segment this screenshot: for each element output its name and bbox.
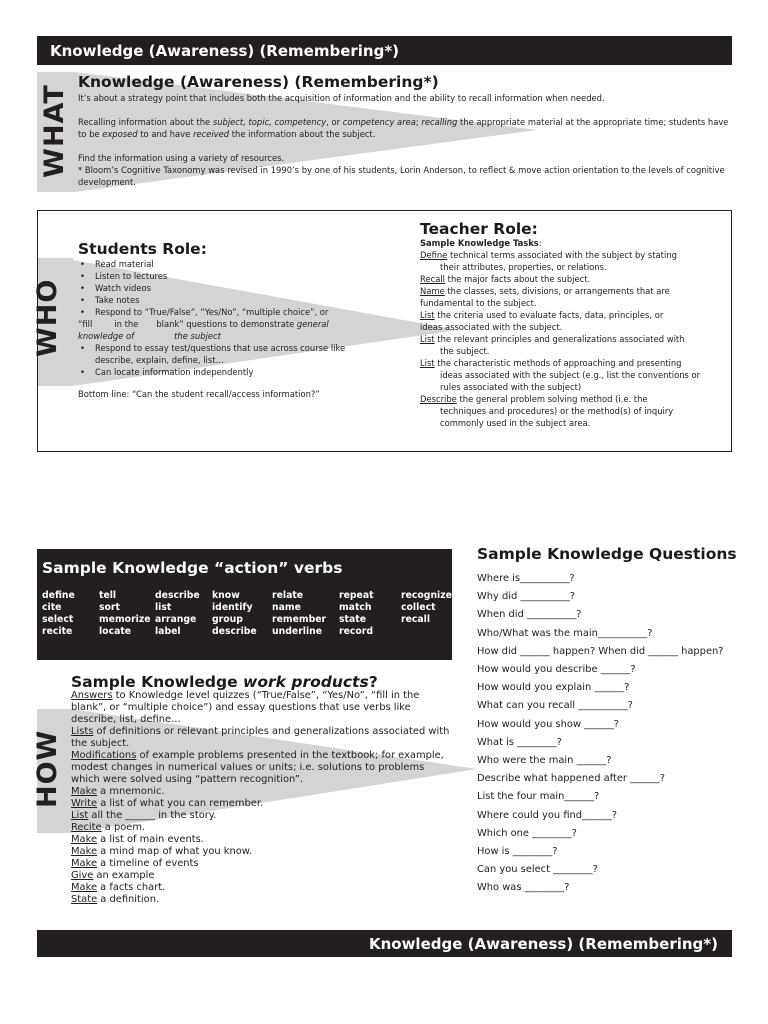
students-role-list xyxy=(78,258,378,318)
action-verb: repeat xyxy=(339,590,374,601)
work-product-item xyxy=(71,810,451,822)
action-verb: cite xyxy=(42,602,62,613)
teacher-task xyxy=(420,333,710,345)
work-product-item xyxy=(71,822,451,834)
fill-blank-line: “fill in the blank” questions to demonstrate general xyxy=(78,319,329,329)
teacher-task xyxy=(420,249,710,261)
work-product-verb: Give xyxy=(71,870,94,881)
students-role-list-2 xyxy=(78,342,378,378)
action-verb: define xyxy=(42,590,75,601)
what-paragraph-1: It’s about a strategy point that includes both the acquisition of information and the ability to recall information when needed. xyxy=(78,93,605,103)
teacher-task xyxy=(420,273,710,285)
work-product-verb: Make xyxy=(71,846,98,857)
work-product-text: a list of what you can remember. xyxy=(97,798,264,809)
knowledge-line: knowledge of the subject xyxy=(78,331,221,341)
action-verb: tell xyxy=(99,590,117,601)
action-verbs-grid xyxy=(42,590,451,638)
question-item: List the four main______? xyxy=(477,791,600,803)
question-item: Why did __________? xyxy=(477,591,576,603)
work-product-text: a timeline of events xyxy=(97,858,199,869)
question-item: Which one ________? xyxy=(477,827,577,839)
question-item: Can you select ________? xyxy=(477,864,598,876)
work-product-verb: Make xyxy=(71,882,98,893)
teacher-subtitle: Sample Knowledge Tasks: xyxy=(420,238,542,248)
action-verb: memorize xyxy=(99,614,151,625)
what-paragraph-2: Recalling information about the subject, topic, competency, or competency area; recalling the appropriate material at the appropriate time; students have to be exposed to and have received the information about the subject. xyxy=(78,117,729,139)
action-verb: know xyxy=(212,590,240,601)
questions-title: Sample Knowledge Questions xyxy=(477,545,737,563)
task-text: technical terms associated with the subject by stating xyxy=(447,250,677,260)
teacher-task xyxy=(420,393,710,405)
students-role-title: Students Role: xyxy=(78,240,207,258)
action-verb: label xyxy=(155,626,181,637)
task-text: the characteristic methods of approaching and presenting xyxy=(434,358,682,368)
action-verb: name xyxy=(272,602,301,613)
teacher-role-title: Teacher Role: xyxy=(420,220,538,238)
what-paragraph-3: Find the information using a variety of resources. xyxy=(78,153,285,163)
what-title: Knowledge (Awareness) (Remembering*) xyxy=(78,73,439,91)
teacher-role-body xyxy=(420,237,710,429)
task-text-continued: ideas associated with the subject (e.g., list the conventions or rules associated with the subject) xyxy=(440,370,701,392)
action-verbs-box xyxy=(37,549,452,660)
how-side-label: HOW xyxy=(32,729,63,808)
task-verb: List xyxy=(420,358,435,368)
action-verbs-title: Sample Knowledge “action” verbs xyxy=(42,559,343,577)
task-verb: Recall xyxy=(420,274,445,284)
action-verb: list xyxy=(155,602,172,613)
action-verb: recite xyxy=(42,626,73,637)
work-product-verb: List xyxy=(71,810,89,821)
bottom-line: Bottom line: “Can the student recall/access information?” xyxy=(78,389,320,399)
footer-title: Knowledge (Awareness) (Remembering*) xyxy=(368,935,718,953)
question-item: When did __________? xyxy=(477,609,582,621)
work-product-verb: Write xyxy=(71,798,98,809)
work-product-verb: Make xyxy=(71,786,98,797)
question-item: Where is__________? xyxy=(477,573,575,584)
work-product-item xyxy=(71,726,451,750)
question-item: How would you show ______? xyxy=(477,718,620,730)
work-product-item xyxy=(71,798,451,810)
list-item: • Respond to “True/False”, “Yes/No”, “multiple choice”, or xyxy=(78,306,378,318)
work-product-text: a list of main events. xyxy=(97,834,204,845)
list-item: • Take notes xyxy=(78,294,378,306)
action-verb xyxy=(401,626,451,638)
action-verb: locate xyxy=(99,626,132,637)
action-verb: record xyxy=(339,626,374,637)
who-side-label: WHO xyxy=(32,278,63,357)
action-verb: match xyxy=(339,602,372,613)
question-item: How did ______ happen? When did ______ happen? xyxy=(477,645,724,657)
header-title: Knowledge (Awareness) (Remembering*) xyxy=(50,42,400,60)
task-verb: Name xyxy=(420,286,445,296)
work-product-text: a poem. xyxy=(101,822,146,833)
work-product-verb: Recite xyxy=(71,822,102,833)
work-product-text: a facts chart. xyxy=(97,882,166,893)
task-text: the relevant principles and generalizations associated with xyxy=(434,334,685,344)
work-product-item xyxy=(71,846,451,858)
list-item: • Can locate information independently xyxy=(78,366,378,378)
action-verb: group xyxy=(212,614,243,625)
task-text: the major facts about the subject. xyxy=(445,274,591,284)
question-item: Where could you find______? xyxy=(477,809,617,821)
work-product-verb: State xyxy=(71,894,98,905)
work-product-item xyxy=(71,750,451,786)
work-product-verb: Modifications xyxy=(71,750,137,761)
task-verb: Describe xyxy=(420,394,457,404)
work-product-text: of example problems presented in the textbook; for example, modest changes in numerical values or units; i.e. solutions to problems which were solved using “pattern recognition”. xyxy=(71,750,444,785)
work-product-verb: Make xyxy=(71,858,98,869)
task-verb: Define xyxy=(420,250,448,260)
task-text-continued: the subject. xyxy=(440,346,490,356)
action-verb: collect xyxy=(401,602,436,613)
action-verb: arrange xyxy=(155,614,197,625)
work-product-verb: Make xyxy=(71,834,98,845)
work-product-item xyxy=(71,858,451,870)
teacher-task xyxy=(420,285,710,297)
work-product-text: a definition. xyxy=(97,894,160,905)
teacher-task xyxy=(420,309,710,321)
list-item: • Watch videos xyxy=(78,282,378,294)
footer-bar xyxy=(37,930,732,957)
list-item: • Read material xyxy=(78,258,378,270)
question-item: How is ________? xyxy=(477,846,558,858)
task-text: the criteria used to evaluate facts, data, principles, or xyxy=(434,310,664,320)
action-verb: state xyxy=(339,614,367,625)
work-product-text: to Knowledge level quizzes (“True/False”, “Yes/No”, “fill in the blank”, or “multiple choice”) and essay questions that use verbs like describe, list, define… xyxy=(71,690,420,725)
task-text-continued: techniques and procedures) or the method(s) of inquiry commonly used in the subject area. xyxy=(440,406,674,428)
work-product-text: a mind map of what you know. xyxy=(97,846,253,857)
action-verb: recall xyxy=(401,614,431,625)
question-item: Who/What was the main__________? xyxy=(477,627,653,639)
students-role-body xyxy=(78,258,378,400)
work-product-item xyxy=(71,690,451,726)
action-verb: recognize xyxy=(401,590,452,601)
task-verb: List xyxy=(420,334,435,344)
work-product-item xyxy=(71,870,451,882)
action-verb: describe xyxy=(155,590,200,601)
list-item: • Respond to essay test/questions that use across course like describe, explain, define, list… xyxy=(78,342,378,366)
work-product-text: a mnemonic. xyxy=(97,786,165,797)
work-products-list xyxy=(71,690,451,906)
work-product-item xyxy=(71,786,451,798)
task-text: the general problem solving method (i.e. the xyxy=(456,394,648,404)
what-side-label: WHAT xyxy=(39,84,70,178)
work-product-verb: Answers xyxy=(71,690,113,701)
question-item: How would you explain ______? xyxy=(477,682,630,694)
teacher-task xyxy=(420,357,710,369)
action-verb: underline xyxy=(272,626,323,637)
question-item: Who were the main ______? xyxy=(477,755,612,767)
question-item: Describe what happened after ______? xyxy=(477,773,665,785)
action-verb: describe xyxy=(212,626,257,637)
list-item: • Listen to lectures xyxy=(78,270,378,282)
action-verb: sort xyxy=(99,602,120,613)
question-item: How would you describe ______? xyxy=(477,664,636,676)
what-footnote: * Bloom’s Cognitive Taxonomy was revised in 1990’s by one of his students, Lorin Anderson, to reflect & move action orientation to the levels of cognitive development. xyxy=(78,165,725,187)
header-bar xyxy=(37,36,732,65)
work-products-title: Sample Knowledge work products? xyxy=(71,673,378,691)
work-product-text: an example xyxy=(93,870,155,881)
what-body xyxy=(78,92,730,188)
action-verb: identify xyxy=(212,602,253,613)
task-text: the classes, sets, divisions, or arrangements that are xyxy=(444,286,670,296)
action-verb: remember xyxy=(272,614,327,625)
question-item: Who was ________? xyxy=(477,882,570,894)
work-product-verb: Lists xyxy=(71,726,94,737)
action-verb: select xyxy=(42,614,74,625)
work-product-text: of definitions or relevant principles and generalizations associated with the subject. xyxy=(71,726,450,749)
questions-list xyxy=(477,570,732,898)
work-product-text: all the ______ in the story. xyxy=(88,810,217,821)
question-item: What can you recall __________? xyxy=(477,700,633,712)
work-product-item xyxy=(71,894,451,906)
work-product-item xyxy=(71,882,451,894)
task-text-continued: ideas associated with the subject. xyxy=(420,322,563,332)
action-verb: relate xyxy=(272,590,304,601)
task-text-continued: fundamental to the subject. xyxy=(420,298,537,308)
work-product-item xyxy=(71,834,451,846)
task-text-continued: their attributes, properties, or relations. xyxy=(440,262,607,272)
teacher-task-list xyxy=(420,249,710,429)
task-verb: List xyxy=(420,310,435,320)
question-item: What is ________? xyxy=(477,736,562,748)
